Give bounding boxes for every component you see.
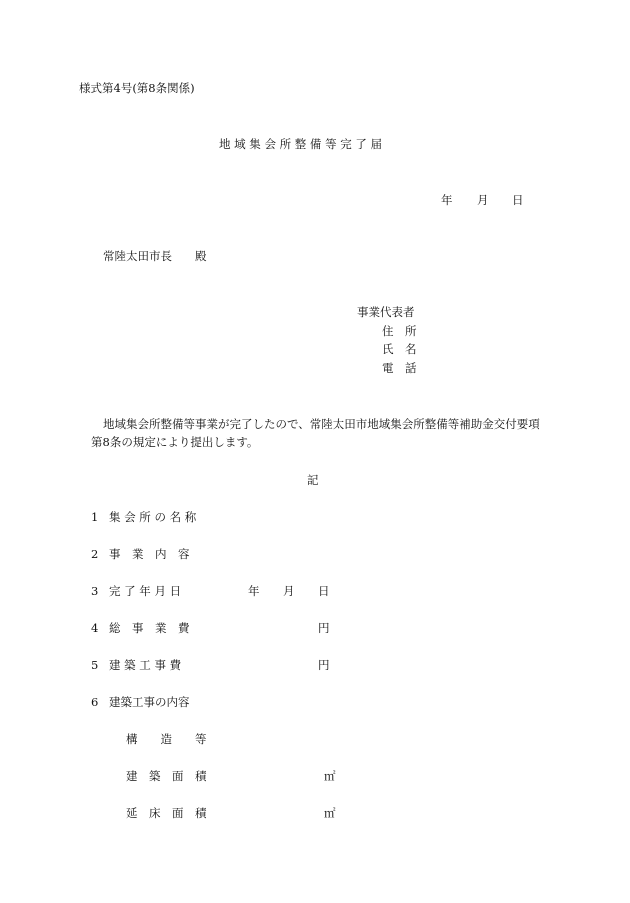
item-number: 3 (91, 584, 99, 598)
item-label: 完 了 年 月 日 (109, 584, 182, 598)
completion-year: 年 (248, 584, 260, 598)
item-unit: 円 (318, 621, 330, 635)
item-unit: 円 (318, 658, 330, 672)
date-day: 日 (512, 193, 524, 207)
representative-phone-label: 電 話 (382, 361, 417, 375)
item-number: 4 (91, 621, 99, 635)
completion-day: 日 (318, 584, 330, 598)
sub-item-label: 構 造 等 (126, 732, 207, 746)
sub-item-label: 延 床 面 積 (126, 806, 207, 820)
sub-item-label: 建 築 面 積 (126, 769, 207, 783)
item-label: 総 事 業 費 (109, 621, 190, 635)
sub-item-unit: ㎡ (324, 806, 336, 820)
form-number: 様式第4号(第8条関係) (79, 81, 195, 95)
item-number: 2 (91, 547, 99, 561)
addressee: 常陸太田市長 (103, 249, 172, 263)
completion-month: 月 (283, 584, 295, 598)
item-label: 建 築 工 事 費 (109, 658, 182, 672)
representative-name-label: 氏 名 (382, 342, 417, 356)
ki-heading: 記 (307, 473, 319, 487)
representative-address-label: 住 所 (382, 324, 417, 338)
item-number: 6 (91, 695, 99, 709)
honorific: 殿 (195, 249, 207, 263)
date-month: 月 (477, 193, 489, 207)
item-number: 1 (91, 510, 99, 524)
document-title: 地 域 集 会 所 整 備 等 完 了 届 (219, 137, 383, 151)
item-number: 5 (91, 658, 99, 672)
body-line-2: 第8条の規定により提出します。 (91, 435, 259, 449)
representative-heading: 事業代表者 (357, 305, 415, 319)
item-label: 建築工事の内容 (109, 695, 190, 709)
date-year: 年 (441, 193, 453, 207)
sub-item-unit: ㎡ (324, 769, 336, 783)
item-label: 事 業 内 容 (109, 547, 190, 561)
body-line-1: 地域集会所整備等事業が完了したので、常陸太田市地域集会所整備等補助金交付要項 (103, 417, 540, 431)
item-label: 集 会 所 の 名 称 (109, 510, 197, 524)
